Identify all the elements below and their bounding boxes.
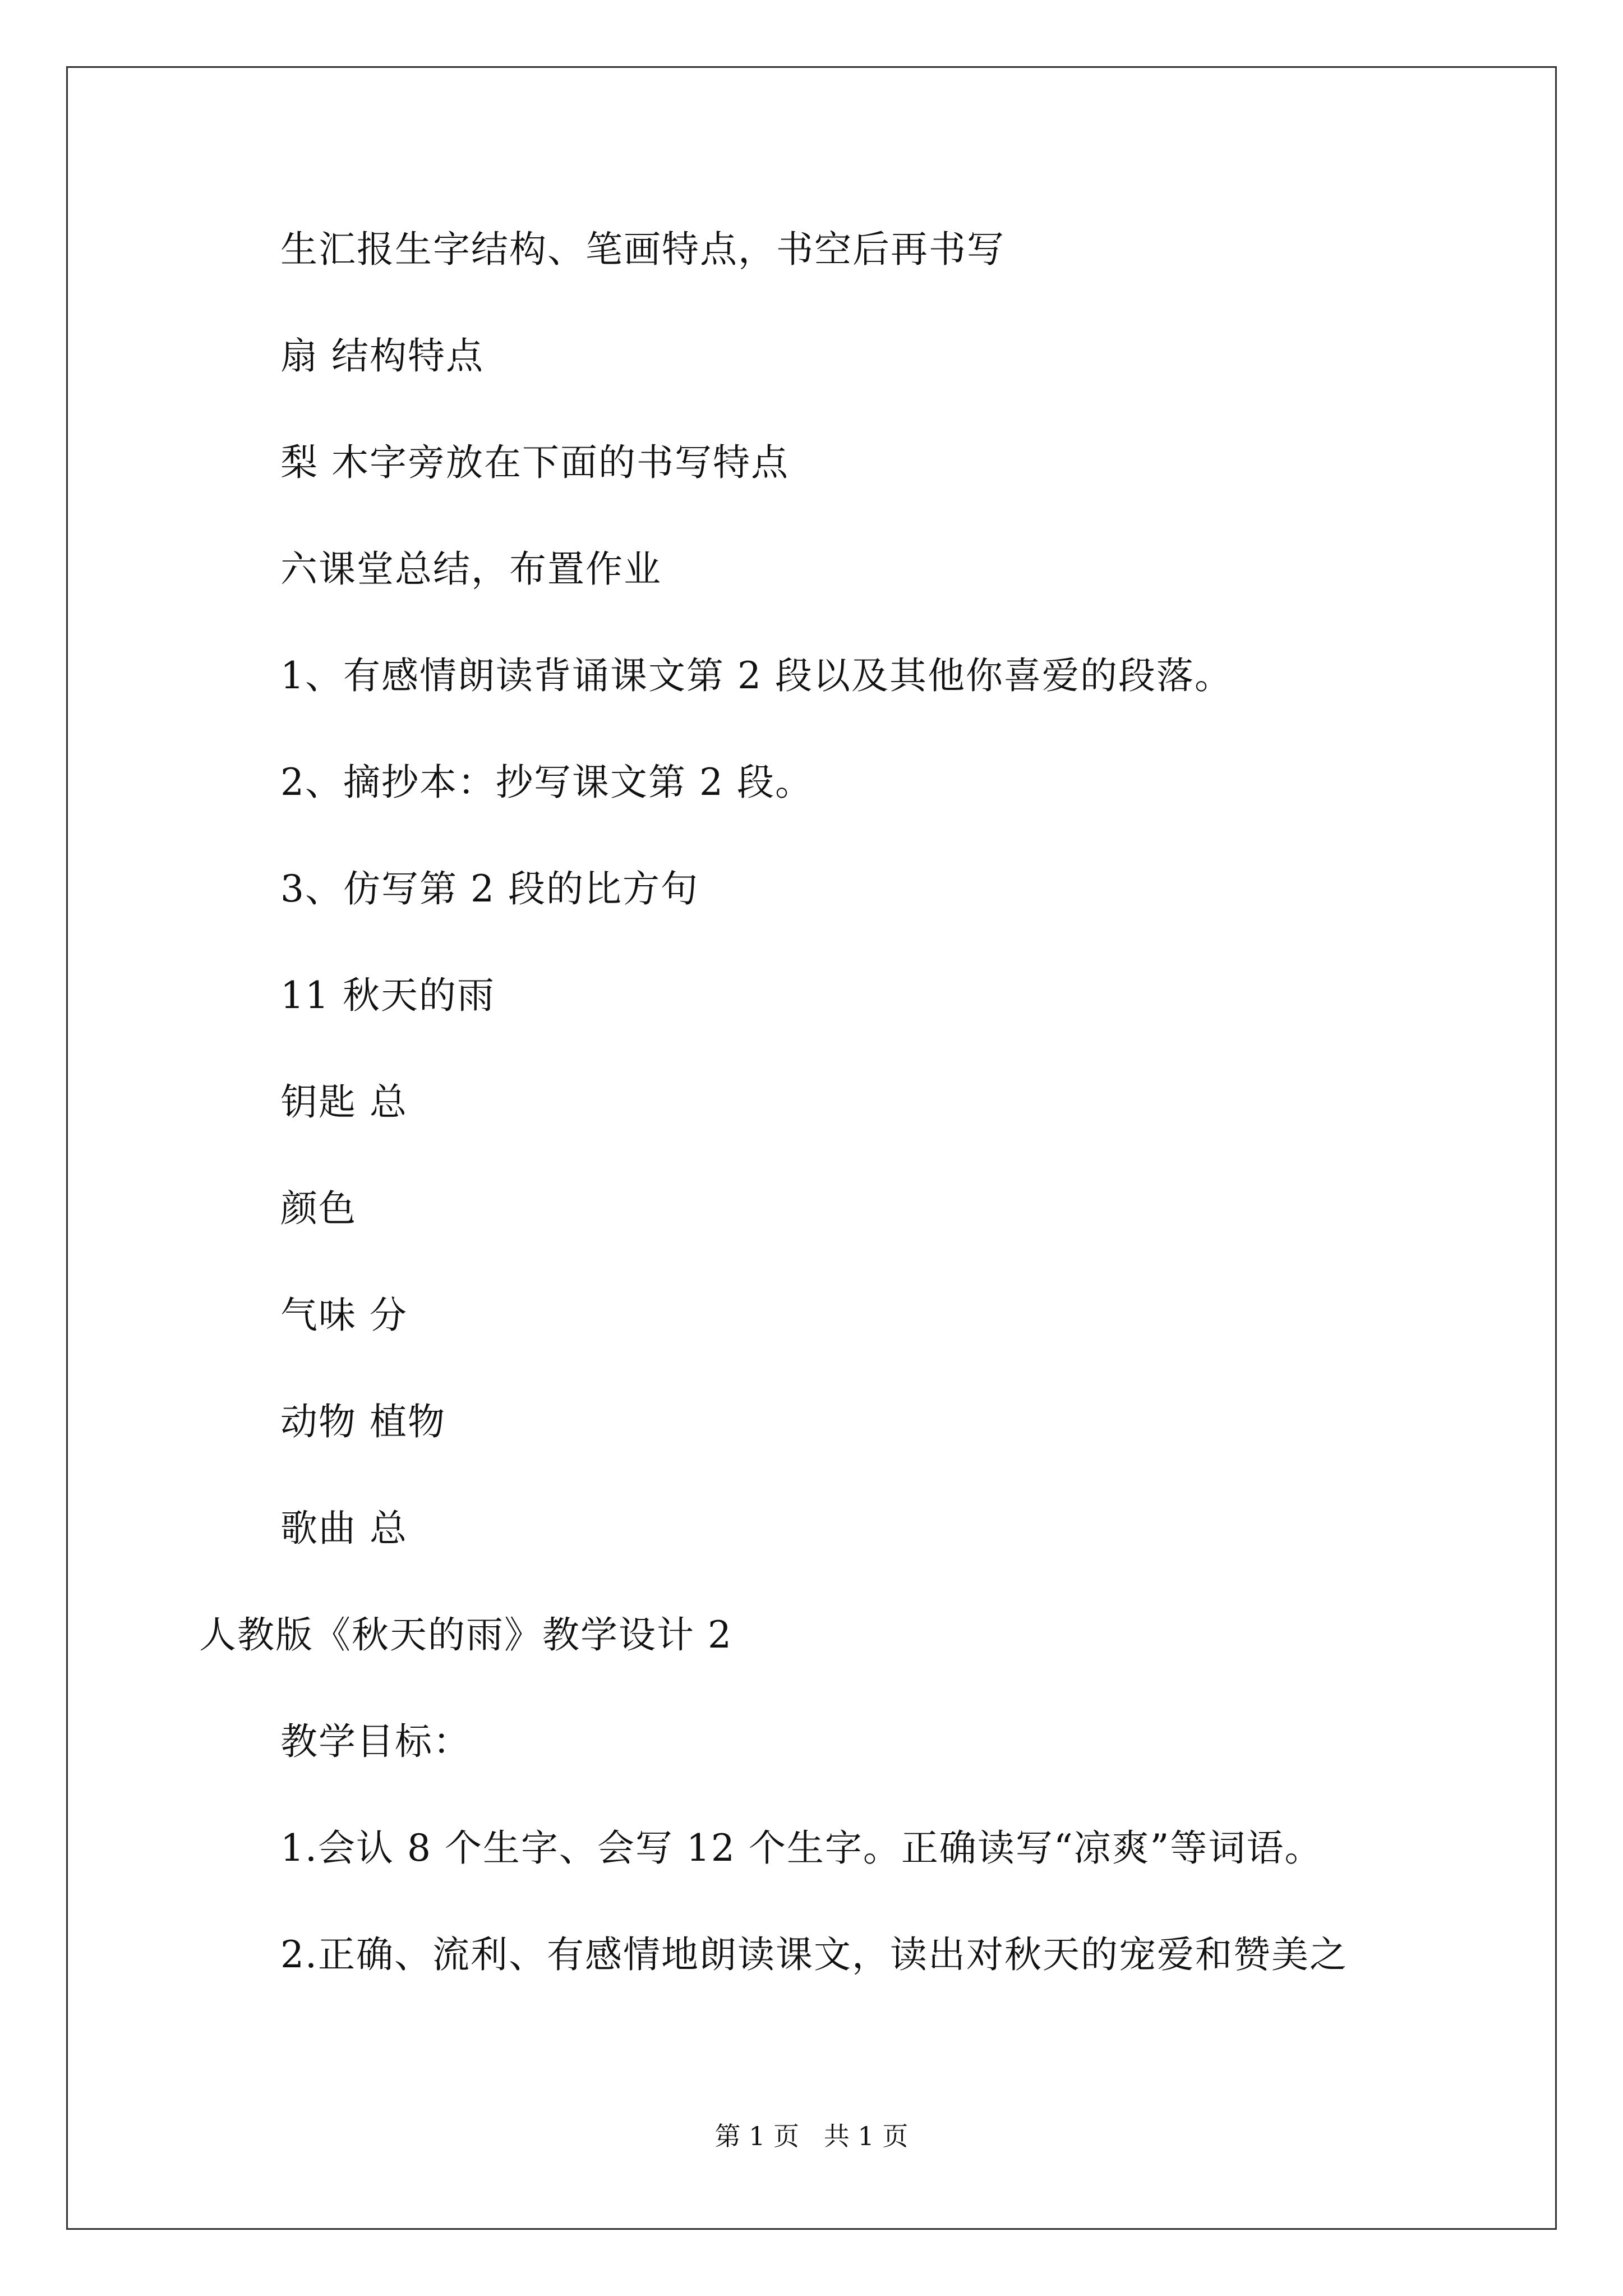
body-line: 六课堂总结，布置作业	[280, 547, 662, 591]
body-line: 教学目标：	[280, 1720, 471, 1763]
body-line: 气味 分	[280, 1294, 408, 1337]
page-footer: 第 1 页 共 1 页	[714, 2121, 909, 2151]
body-line: 11 秋天的雨	[280, 974, 495, 1017]
body-line: 动物 植物	[280, 1400, 446, 1443]
body-line: 2.正确、流利、有感情地朗读课文，读出对秋天的宠爱和赞美之	[280, 1933, 1348, 1976]
body-line: 2、摘抄本：抄写课文第 2 段。	[280, 761, 813, 804]
body-line: 扇 结构特点	[280, 334, 484, 378]
section-heading: 人教版《秋天的雨》教学设计 2	[199, 1613, 732, 1657]
body-line: 3、仿写第 2 段的比方句	[280, 867, 699, 910]
body-line: 歌曲 总	[280, 1507, 408, 1550]
page-border	[66, 66, 1557, 2230]
body-line: 钥匙 总	[280, 1080, 408, 1124]
body-line: 梨 木字旁放在下面的书写特点	[280, 441, 789, 484]
body-line: 颜色	[280, 1187, 357, 1230]
body-line: 生汇报生字结构、笔画特点，书空后再书写	[280, 228, 1005, 271]
body-line: 1.会认 8 个生字、会写 12 个生字。正确读写“凉爽”等词语。	[280, 1826, 1323, 1870]
body-line: 1、有感情朗读背诵课文第 2 段以及其他你喜爱的段落。	[280, 654, 1233, 697]
